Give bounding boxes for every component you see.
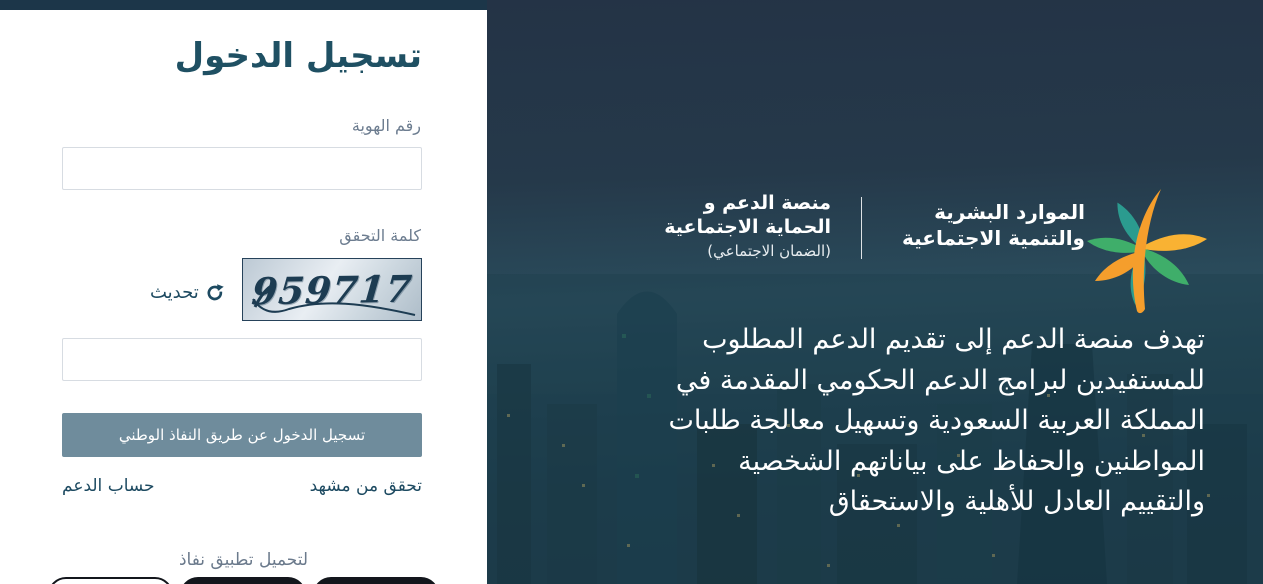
ministry-name-line1: الموارد البشرية xyxy=(934,200,1085,224)
brand-divider xyxy=(861,197,862,259)
verify-mashhad-link[interactable]: تحقق من مشهد xyxy=(309,476,422,496)
page-title: تسجيل الدخول xyxy=(174,36,422,76)
login-panel xyxy=(0,0,487,584)
hero-panel xyxy=(487,0,1263,584)
platform-description: تهدف منصة الدعم إلى تقديم الدعم المطلوب للمستفيدين لبرامج الدعم الحكومي المقدمة في المملكة العربية السعودية وتسهيل معالجة طلبات المواطنين والحفاظ على بياناتهم الشخصية والتقييم العادل للأهلية والاستحقاق xyxy=(668,324,1205,517)
platform-name-line3: (الضمان الاجتماعي) xyxy=(707,242,831,260)
download-nafath-text: لتحميل تطبيق نفاذ xyxy=(178,550,309,570)
captcha-input[interactable] xyxy=(62,338,422,381)
captcha-digits: 959717 xyxy=(249,266,415,313)
secondary-links xyxy=(62,476,422,496)
googleplay-badge[interactable] xyxy=(180,577,306,584)
appgallery-badge[interactable] xyxy=(48,577,173,584)
brand-header xyxy=(664,185,1213,323)
id-number-input[interactable] xyxy=(62,147,422,190)
captcha-refresh-button[interactable] xyxy=(150,282,225,303)
ministry-logo-icon xyxy=(1085,183,1213,323)
captcha-label: كلمة التحقق xyxy=(339,226,421,245)
platform-name-line1: منصة الدعم و xyxy=(703,192,831,214)
support-account-link[interactable]: حساب الدعم xyxy=(62,476,155,496)
ministry-name xyxy=(902,199,1085,251)
id-number-label: رقم الهوية xyxy=(351,116,421,135)
refresh-label: تحديث xyxy=(150,282,199,303)
refresh-icon xyxy=(205,283,225,303)
nafath-login-button[interactable]: تسجيل الدخول عن طريق النفاذ الوطني xyxy=(62,413,422,457)
appstore-badge[interactable] xyxy=(313,577,439,584)
platform-name-line2: الحماية الاجتماعية xyxy=(664,216,831,238)
captcha-image xyxy=(242,258,422,321)
app-store-badges xyxy=(48,577,440,584)
top-accent-bar xyxy=(0,0,487,10)
ministry-name-line2: والتنمية الاجتماعية xyxy=(902,226,1085,250)
platform-name xyxy=(664,191,831,263)
